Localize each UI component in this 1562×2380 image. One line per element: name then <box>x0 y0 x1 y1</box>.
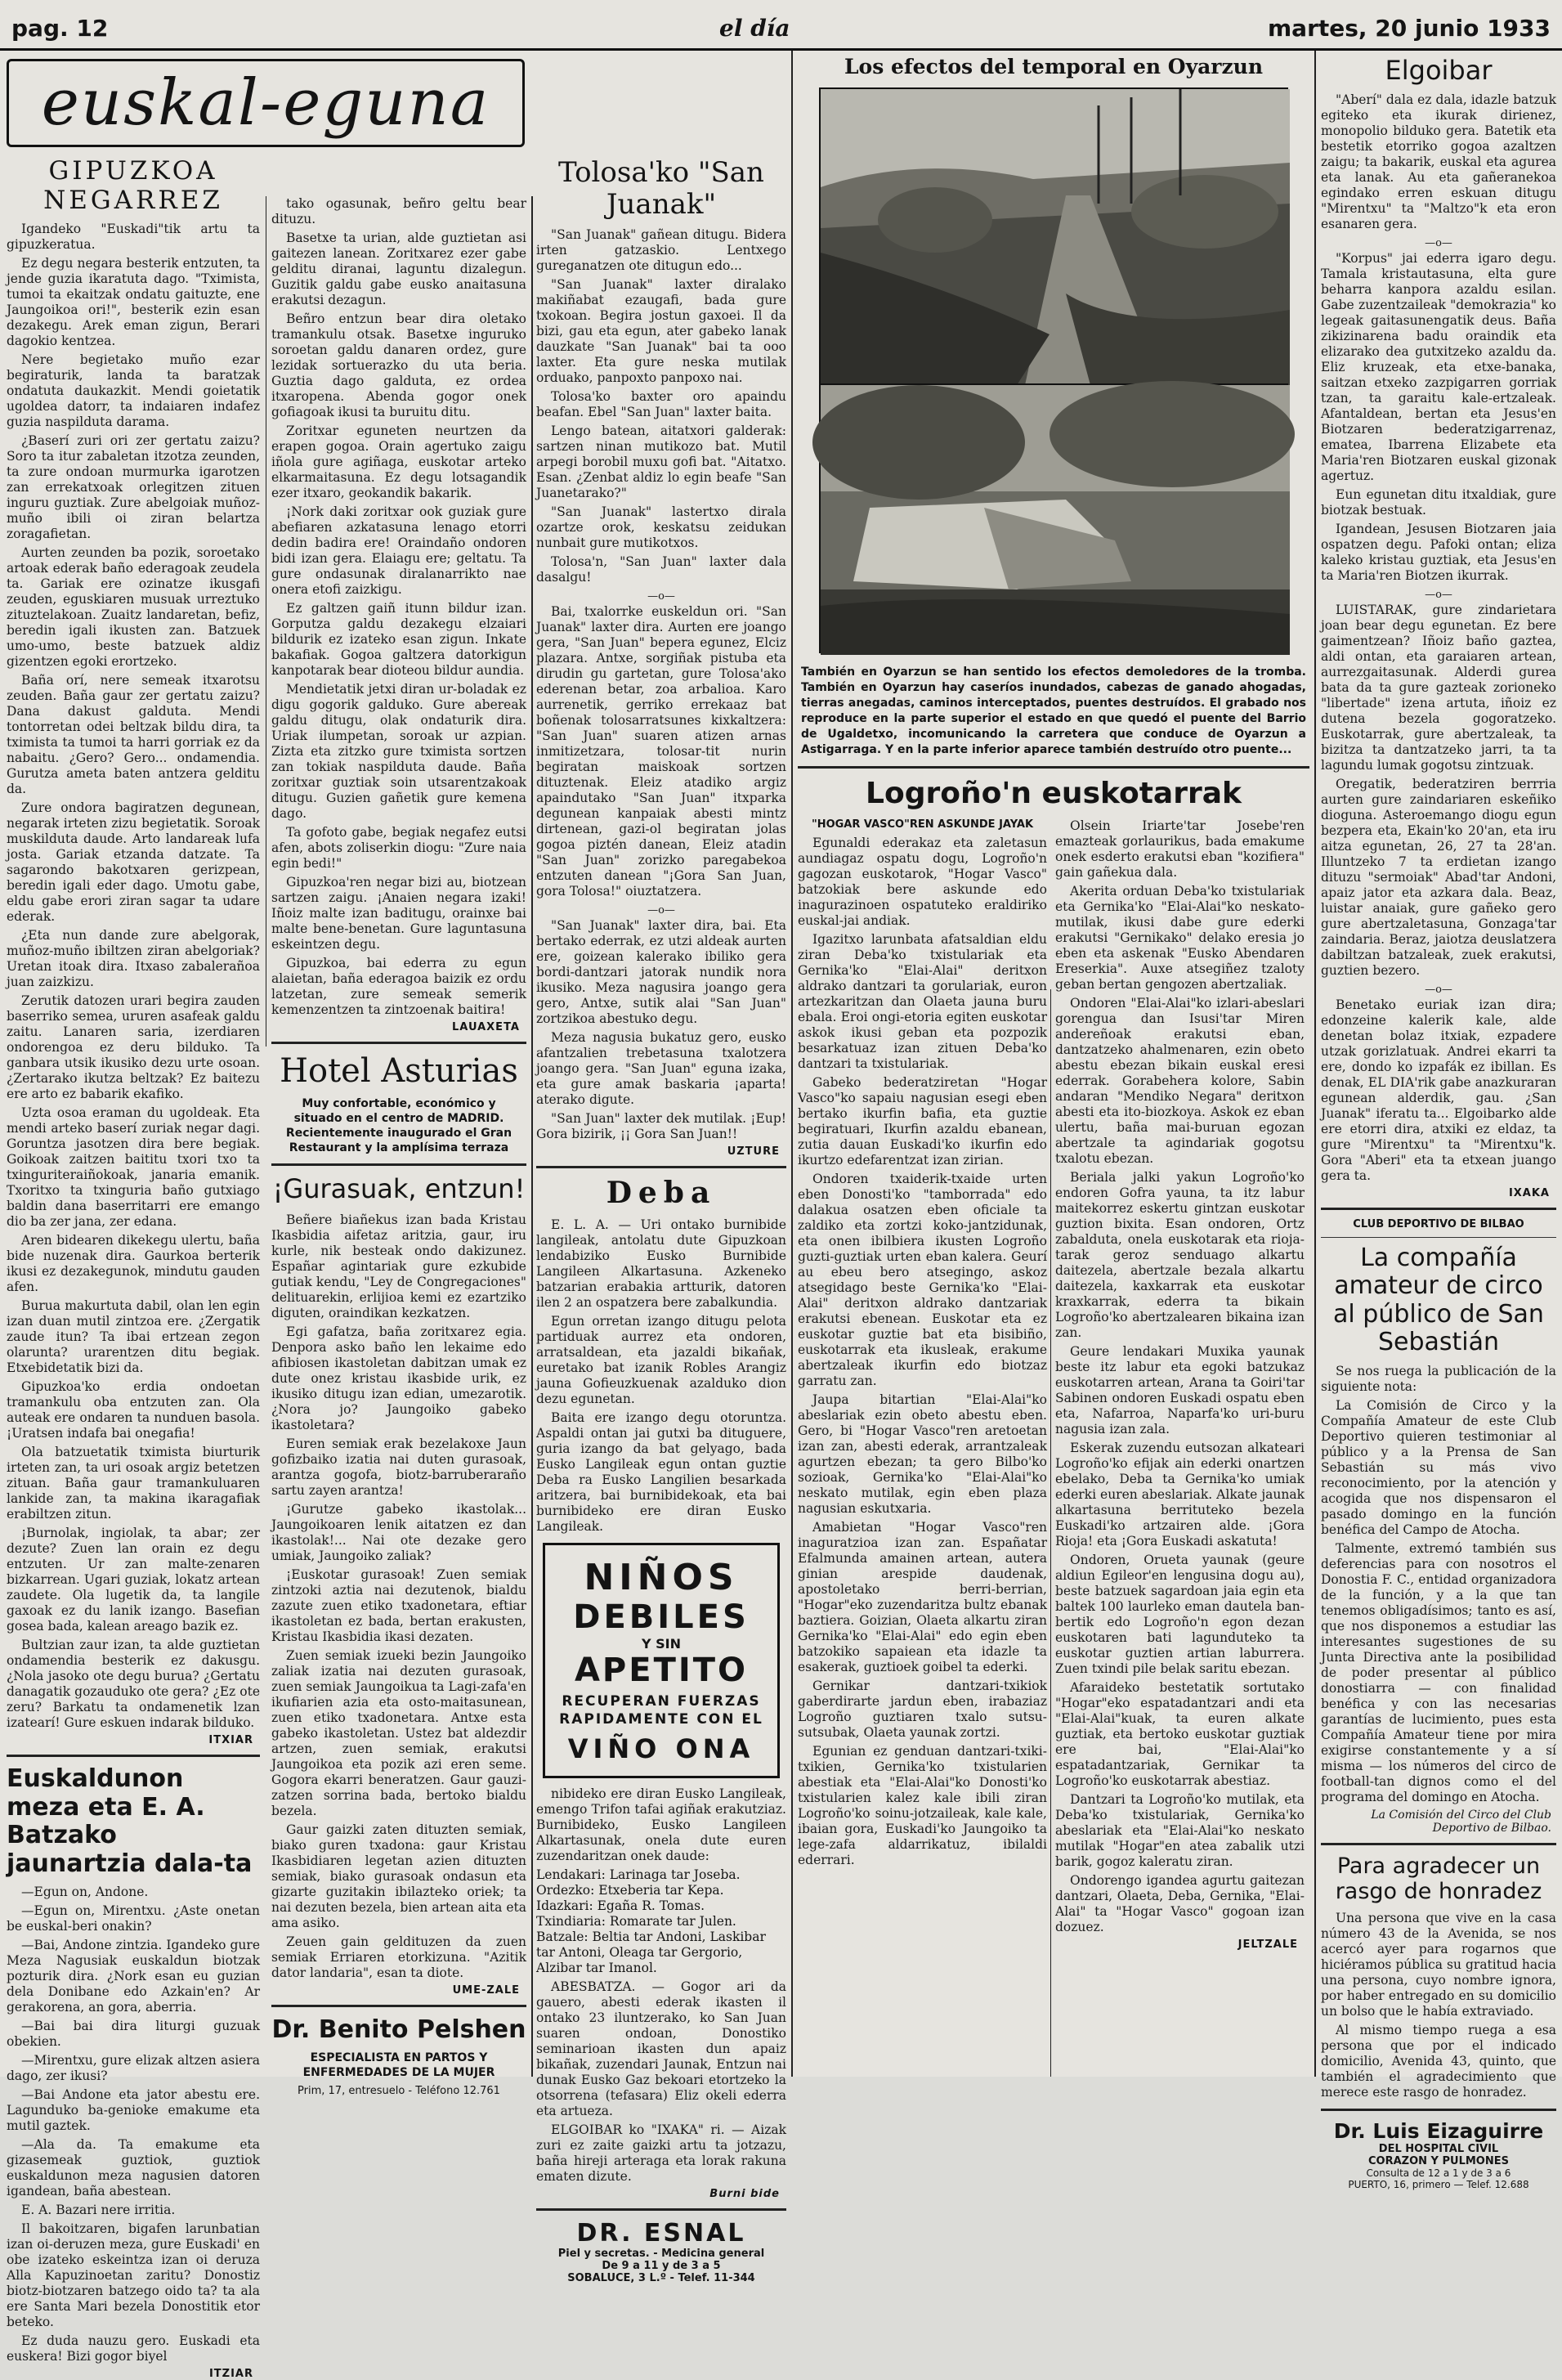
article-title: Logroño'n euskotarrak <box>866 776 1242 810</box>
ad-doctor-address: SOBALUCE, 3 L.º - Telef. 11-344 <box>567 2271 755 2284</box>
column-2 <box>271 196 526 2097</box>
ad-doctor-line: CORAZON Y PULMONES <box>1368 2154 1509 2167</box>
page-date: martes, 20 junio 1933 <box>1268 15 1551 42</box>
divider <box>1321 2109 1556 2111</box>
article-signature: ITXIAR <box>208 1734 253 1747</box>
article-title: Para agradecer un rasgo de honradez <box>1335 1853 1542 1904</box>
article-signature: ITZIAR <box>208 2368 253 2380</box>
column-4 <box>798 51 1309 2077</box>
article-title: Deba <box>606 1176 717 1211</box>
ad-doctor-specialty: Piel y secretas. - Medicina general <box>557 2247 765 2260</box>
ad-doctor-line: Consulta de 12 a 1 y de 3 a 6 <box>1366 2167 1511 2179</box>
article-body: Olsein Iriarte'tar Josebe'ren emazteak gorlaurikus, bada emakume onek esderto erakutsi eban "kozifiera" gain gañekua dala. Akerita orduan Deba'ko txistulariak eta Gernika'ko "Elai-Alai"ko neskato-mutilak, ikusi dabe gure ederki erakutsi "Gernikako" delako eresia jo eben eta askenak "Eusko Abendaren Ereserkia". Auxe atsegiñez tzaloty geban bertan gengozen abertzaliak. Ondoren "Elai-Alai"ko izlari-abeslari gorengua dan Isusi'tar Miren andereñoak erakutsi eban, dantzatzeko ahalmenaren, ezin obeto abestu ebezan bikain euskal eresi ederrak. Gorabehera kolore, Sabin andaran "Mendiko Negara" deritxon abesti eta ito-biozkoya. Askok ez eban ulertu, baña mai-buruan egozan abertzale ta agindariak gogotsu txalotu ebezan. Beriala jalki yakun Logroño'ko endoren Gofra yauna, ta itz labur maitekorrez eskertu gintzan euskotar guztion bixita. Esan ondoren, Ortz zabalduta, onela euskotarak eta rioja-tarak geroz senduago alkartu daitezela, abertzale bezala alkartu daitezela, kaxkarrak eta euskotar kraxkarrak, ederra ta bikain Logroño'ko abertzalearen bikaina izan zan. Geure lendakari Muxika yaunak beste itz labur eta egoki batzukaz euskotarren artean, Arana ta Goiri'tar Sabinen ondoren Euskadi ospatu eben eta, Nafarroa, Naparfa'ko uri-buru nagusia izan zala. Eskerak zuzendu eutsozan alkateari Logroño'ko efijak ain ederki onartzen ebelako, Deba ta Gernika'ko umiak ederki euren abeslariak. Alkate jaunak alkartasuna berrituteko bezela Euskadi'ko artzairen alde. ¡Gora Rioja! eta ¡Gora Euskadi askatuta! Ondoren, Orueta yaunak (geure aldiun Egileor'en lengusina dogu au), beste batzuek sagardoan jaia egin eta baltek 100 laurleko eman dautela ban-bertik edo Logroño'n egon dezan euskotaren bati lagunduteko ta euskotar guztien artian laburrera. Zuen txindi pile belak saritu ebezan. Afaraideko bestetatik sortutako "Hogar"eko espatadantzari andi eta "Elai-Alai"kuak, ta euren alkate guztiak, eta bertoko euskotar guztiak ere bai, "Elai-Alai"ko espatadantzariak, Gernikar ta Logroño'ko euskotarrak abestiaz. Dantzari ta Logroño'ko mutilak, eta Deba'ko txistulariak, Gernika'ko abeslariak eta "Elai-Alai"ko neskato mutilak "Hogar"en atea zabalik utzi barik, gogoz kaleratu ziran. Ondorengo igandea agurtu gaitezan dantzari, Olaeta, Deba, Gernika, "Elai-Alai" ta "Hogar Vasco" gogoan izan dozuez. <box>1055 818 1305 1935</box>
list-item: Idazkari: Egaña R. Tomas. <box>536 1898 705 1913</box>
section-logo <box>7 59 525 147</box>
article-title: La compañía amateur de circo al público de San Sebastián <box>1333 1243 1544 1357</box>
divider <box>271 1042 526 1044</box>
photo-caption: También en Oyarzun se han sentido los efectos demoledores de la tromba. También en Oyarzun hay caseríos inundados, cabezas de ganado ahogadas, tierras anegadas, caminos interceptados, puentes destruídos. El grabado nos reproduce en la parte superior el estado en que quedó el puente del Barrio de Ugaldetxo, incomunicando la carretera que conduce de Oyarzun a Astigarraga. Y en la parte inferior aparece también destruído otro puente... <box>801 665 1306 756</box>
article-body: Igandeko "Euskadi"tik artu ta gipuzkeratua. Ez degu negara besterik entzuten, ta jende guzia ikaratuta dago. "Tximista, tumoi ta ekaitzak ondatu gaituzte, ene Jaungoikoa ori!", besterik ezin esan dezakegu. Arek eman zigun, Berari dagokio kentzea. Nere begietako muño ezar begiraturik, landa ta baratzak ondatuta daukazkit. Mendi goietatik ugoldea datorr, ta indaiaren indafez guzia naspilduta darama. ¿Baserí zuri ori zer gertatu zaizu? Soro ta itur zabaletan itzotza zeunden, ta zure ondoan murmurka igarotzen zan errekatxoak orlegitzen zituen inguru guztiak. Zure abelgoiak muñoz-muño ibili oi ziran belartza zoragafietan. Aurten zeunden ba pozik, soroetako artoak ederak baño ederagoak zeudela ta. Gariak ere ozinatze ikusgafi zeuden, eguskiaren musuak urreztuko zituztelakoan. Zuaitz landaretan, befiz, beredin igali ikusten zan. Batzuek umo-umo, beste batzuek aldiz gizentzen egoki erortzeko. Baña orí, nere semeak itxarotsu zeuden. Baña gaur zer gertatu zaizu? Dana dakust galduta. Mendi tontorretan odei beltzak bildu dira, ta tximista ta tumoi ta harri gorriak ez da nabaitu. ¿Gero? Gero... ondamendia. Gurutza ameta baten antzera gelditu da. Zure ondora bagiratzen degunean, negarak irteten zizu begietatik. Soroak muskilduta daude. Arto landareak lufa josta. Gariak etzanda datzate. Ta sagarondo bakotxaren gerizpean, beredin igali eder dago. Umotu gabe, eldu gabe erori ziran sagar ta udare ederak. ¿Eta nun dande zure abelgorak, muñoz-muño ibiltzen ziran abelgoriak? Uretan itoak dira. Itxaso zabalerañoa juan zaizkizu. Zerutik datozen urari begira zauden baserriko semea, ururen asafeak galdu zaitu. Lanaren saria, izerdiaren ondorengoa ez deru bilduko. Ta ganbara utsik ikusiko dezu urte osoan. ¿Zertarako ikutza beltzak? Ez baitezu ere arto ez babarik ekafiko. Uzta osoa eraman du ugoldeak. Eta mendi arteko baserí zuriak negar dagi. Goruntza jasotzen dira bere begiak. Goikoak zaitzen baititu txori txo ta txinguriteraiñokoak, janaria emanik. Txoritxo ta txinguria baño gutxiago baldin dana baserritarri ere emango dio ba zer jana, zer edana. Aren bidearen dikekegu ulertu, baña bide nuzenak dira. Gaurkoa berterik ikusi ez dezakegunok, mindutu gauden afen. Burua makurtuta dabil, olan len egin izan duan mutil zintzoa ere. ¿Zergatik zaude itun? Ta ibai ertzean zegon olarunta? urarentzen ditu begiak. Etxebidetatik bizi da. Gipuzkoa'ko erdia ondoetan tramankulu oba entzuten zan. Ola auteak ere ondaren ta nunduen basola. ¡Uratsen indafa bai onegafia! Ola batzuetatik tximista biurturik irteten zan, ta uri osoak argiz betetzen zituan. Baña gaur tramankuluaren lankide zan, ta makina ikaragafiak erabiltzen zitun. ¡Burnolak, ingiolak, ta abar; zer dezute? Zuen lan orain ez degu entzuten. Ur zan malte-zenaren bizkarrean. Ugari guziak, lokatz artean zaudete. Ola lugetik da, ta langile gaxoak ez du lanik izango. Basefian gosea bada, kalean areago bazik ez. Bultzian zaur izan, ta alde guztietan ondamendia besterik ez dakusgu. ¿Nola jasoko ote degu burua? ¿Gertatu danagatik gozauduko ote gera? ¿Ez ote zeru? Barkatu ta ondamenetik lzan izatearí! Gure eskuen indarak bilduko. <box>7 222 260 1731</box>
ad-doctor-name: Dr. Luis Eizaguirre <box>1333 2118 1544 2143</box>
article-body: Egunaldi ederakaz eta zaletasun aundiagaz ospatu dogu, Logroño'n gagozan euskotarok, "Hogar Vasco" batzokiak bere askunde edo inagurazinoen ospatuteko eraldiriko euskal-jai andiak. Igazitxo larunbata afatsaldian eldu ziran Deba'ko txistulariak eta Gernika'ko "Elai-Alai" deritxon aldrako dantzari ta gorulariak, euron artezkaritzan dan Olaeta jauna buru ebala. Eroi ongi-etoria egiten euskotar askok ikusi geban eta pozpozik besarkatuaz izan zituen Deba'ko dantzari ta txistulariak. Gabeko bederatziretan "Hogar Vasco"ko sapaiu nagusian esegi eben bertako ikurfin bafia, eta guztie begiratuari, Ikurfin azaldu ebanean, zutia dauan Euskadi'ko ikurfin edo ikurtzo edefarentzat izan zirian. Ondoren txaiderik-txaide urten eben Donosti'ko "tamborrada" edo dalakua osatzen eben oficiale ta zaldiko eta zortzi koko-jantzidunak, eta onen ibilbiera ikusten Logroño guzti-guztiak urten eban kalera. Geurí au ebeu bero atsegingo, askoz atsegidago beste Gernika'ko "Elai-Alai" deritxon aldrako dantzariak erakutsi ebenean. Euskotar eta ez euskotar guztie bat eta bisibiño, euskotarrak eta ikusleak, erakume abertzaleak ikurfin edo biotzaz garratu zan. Jaupa bitartian "Elai-Alai"ko abeslariak ezin obeto abestu eben. Gero, bi "Hogar Vasco"ren aretoetan izan zan, abesti ederak, arrantzaleak agurtzen ebezan; ta gero Bilbo'ko sozioak, Gernika'ko "Elai-Alai"ko neskato mutilak, egin eben plaza nagusian eskutxaria. Amabietan "Hogar Vasco"ren inaguratzioa izan zan. Españatar Efalmunda amainen artean, autera ginian arespide daudenak, apostoletako berri-berrian, "Hogar"eko zuzendaritza bultz ebanak baztiera. Goizian, Olaeta alkartu ziran Gernika'ko "Elai-Alai" edo egin eben batzokiko sapaiean eta idazle ta esakerak, guztioek goibel ta ederki. Gernikar dantzari-txikiok gaberdirarte jardun eben, irabaziaz Logroño guztiaren txalo sutsu-sutsubak, Olaeta yaunak zortzi. Egunian ez genduan dantzari-txiki-txikien, Gernika'ko txistularien abestiak eta "Elai-Alai"ko Donosti'ko txistularien kalez kale ibili ziran Logroño'ko soinu-jotzaileak, kale kale, ibaian gora, Euskadi'ko Jaungoiko ta lege-zafa aldarrikatuz, ibilaldi ederrari. <box>798 836 1047 1868</box>
article-body: —Egun on, Andone. —Egun on, Mirentxu. ¿Aste onetan be euskal-beri onakin? —Bai, Andone zintzia. Igandeko gure Meza Nagusiak euskaldun biotzak pozturik dira. ¿Nork esan eu guzian dela Donibane edo Azkain'en? Ar gerakorena, an gora, aberria. —Bai bai dira liturgi guzuak obekien. —Mirentxu, gure elizak altzen asiera dago, zer ikusi? —Bai Andone eta jator abestu ere. Lagunduko ba-genioke emakume eta mutil gaztek. —Ala da. Ta emakume eta gizasemeak guztiok, guztiok euskaldunon meza nagusien datoren igandean, baña abestean. E. A. Bazari nere irritia. Il bakoitzaren, bigafen larunbatian izan oi-deruzen meza, gure Euskadi' en obe izateko eskeintza izan oi deruza Alla Kapuzinoetan zaritu? Donostiz biotz-biotzaren batzego oido ta? ta ala ere Santa Mari bezela Donostitik etor beteko. Ez duda nauzu gero. Euskadi eta euskera! Bizi gogor biyel <box>7 1885 260 2364</box>
divider <box>1321 1237 1556 1238</box>
ad-text: Muy confortable, económico y situado en el centro de MADRID. Recientemente inaugurado el Gran Restaurant y la amplísima terraza <box>285 1097 512 1154</box>
paper-name: el día <box>719 15 790 42</box>
section-subhead: CLUB DEPORTIVO DE BILBAO <box>1353 1217 1524 1230</box>
subcolumn-right <box>1055 818 1305 1957</box>
article-body: nibideko ere diran Eusko Langileak, emengo Trifon tafai agiñak erakutziaz. Burnibideko, Eusko Langileen Alkartasunak, onela dute euren zuzendaritzan onek daude: <box>536 1786 786 1863</box>
ad-doctor-line: PUERTO, 16, primero — Telef. 12.688 <box>1348 2178 1529 2190</box>
page-number: pag. 12 <box>11 15 109 42</box>
article-body: ABESBATZA. — Gogor ari da gauero, abesti ederak ikasten il ontako 23 iluntzerako, ko San Juan suaren ondoan, Donostiko seminarioan ikasten dun apaiz bikañak, zuzendari Jaunak, Entzun nai dunak Eusko Gaz bekoari etortzeko la otsorrena (tefasara) Eliz okeli ederra eta artueza. ELGOIBAR ko "IXAKA" ri. — Aizak zuri ez zaite gaizki artu ta jotzazu, baña hireji arteraga eta lorak rakuna ematen dizute. <box>536 1979 786 2184</box>
article-title: ¡Gurasuak, entzun! <box>272 1173 526 1204</box>
article-signature: Burni bide <box>709 2187 780 2200</box>
article-signature: LAUAXETA <box>452 1021 520 1033</box>
section-subhead: "HOGAR VASCO"REN ASKUNDE JAYAK <box>811 818 1034 831</box>
divider <box>536 1166 786 1168</box>
list-item: Ordezko: Etxeberia tar Kepa. <box>536 1882 724 1898</box>
two-column-article <box>798 818 1309 1957</box>
article-body: E. L. A. — Uri ontako burnibide langileak, antolatu dute Gipuzkoan lendabiziko Eusko Burnibide Langileen Alkartasuna. Azkeneko batzarian erabakia artturik, datoren ilen 2 an ospatzera bere zabalkundia. Egun orretan izango ditugu pelota partiduak aurrez eta ondoren, arratsaldean, eta jazaldi bikañak, euretako bat izanik Robles Arangiz jauna Gofieuzkuenak azalduko dion dezu egunetan. Baita ere izango degu otoruntza. Aspaldi ontan jai gutxi ba dituguere, guria izango da bat gelyago, bada Eusko Langileak egun ontan guztie Deba ra Eusko Langilien besarkada aritzera, bai burnibidekoak, eta bai burnibideko ere diran Eusko Langileak. <box>536 1217 786 1534</box>
divider <box>271 1163 526 1166</box>
ad-doctor-line: DEL HOSPITAL CIVIL <box>1378 2142 1499 2155</box>
article-body: "Aberí" dala ez dala, idazle batzuk egiteko eta ikurak dirienez, monopolio bilduko gera. Batetik eta bestetik etorriko gogoa azaltzen zaigu; ta bakarik, euskal eta agurea eta lanak. Au eta gañeranekoa egindako erren eskuan ditugu "Mirentxu" ta "Maltzo"k eta eron esanaren gera. —o— "Korpus" jai ederra igaro degu. Tamala kristautasuna, elta gure beharra kanpora azaldu esilan. Gabe zuzentzaileak "demokrazia" ko legeak gaitasunengatik deus. Baña zikizinarena badu oraindik eta elizarako dea gutxitzeko azaldu da. Eliz kruzeak, eta etxe-banaka, saitzan etxeko zazpigarren gorriak tzan, ta garaitu kale-ertzaleak. Afantaldean, bertan eta Jesus'en Biotzaren bederatzigarrenaz, ematea, Ibarrena Elizabete eta Maria'ren Biotzaren euskal gizonak agertuz. Eun egunetan ditu itxaldiak, gure biotzak bestuak. Igandean, Jesusen Biotzaren jaia ospatzen degu. Pafoki ontan; eliza kaleko kristau guztiak, eta Jesus'en ta Maria'ren Biotzen ikurrak. —o— LUISTARAK, gure zindarietara joan bear degu egunetan. Ez bere gaimentzean? Iñoiz baño gaztea, aldi ontan, eta garaiaren artean, aurrezgaitasunak. Alderdi gurea bata da ta gure gazteak zorioneko "libertade" izena artuta, iñoiz ez dutena bezela gogoratzeko. Euskotarrak, gure abertzaleak, ta bizitza ta dantzatzeko jarri, ta ta lagundu lumak gogotsu zintzuak. Oregatik, bederatziren berrria aurten gure zaindariaren eskeñiko dioguna. Asteroemango diogu egun bezpera eta, Ekain'ko 20'an, eta iru aitza egunetan, 26, 27 ta 28'an. Illuntzeko 7 ta erdietan izango dituzu "sermoiak" Abad'tar Andoni, apaiz jator eta azkara dala. Beaz, luistar anaiak, gure gañeko gero gure abertzaletasuna, Gonzaga'tar zaindaria. Beraz, jaiotza deuslatzera dabiltzan batzaleak, zuek erakutsi, guztien bezero. —o— Benetako euriak izan dira; edonzeine kalerik kale, alde denetan bolaz itxiak, ezpadere utzak gorizlatuak. Andrei ekarri ta ere, dondo ko izpafák ez ibillan. Es denak, EL DIA'rik gabe anazkuraran egunean alderdik, gau. ¿San Juanak" iferatu ta... Elgoibarko alde ere etorri dira, atxiki ez eldaz, ta gure "Mirentxu" ta "Mirentxu"k. Gora "Aberi" eta ta etxean juango gera ta. <box>1321 92 1556 1183</box>
article-title: Los efectos del temporal en Oyarzun <box>844 55 1264 78</box>
ad-doctor-hours: De 9 a 11 y de 3 a 5 <box>602 2259 721 2272</box>
article-title: GIPUZKOA NEGARREZ <box>43 156 223 215</box>
article-title: Elgoibar <box>1385 55 1493 86</box>
ad-ninos-debiles: NIÑOS DEBILES Y SIN APETITO RECUPERAN FUERZAS RAPIDAMENTE CON EL VIÑO ONA <box>543 1543 780 1778</box>
column-3 <box>536 156 786 2284</box>
article-body: Beñere biañekus izan bada Kristau Ikasbidia aifetaz aritzia, gaur, iru kurle, nik besteak ondo dakizunez. Españar agintariak gure ezkubide gutiak kendu, "Ley de Congregaciones" delituarekin, erlijioa kemi ez ezartziko diguten, oraindikan kezkatzen. Egi gafatza, baña zoritxarez egia. Denpora asko baño len lekaime edo afibiosen ikastoletan dabitzan umak ez dute onez kristau ikasbide urik, ez ikusiko ditugu izan edian, umezarotik. ¿Nora jo? Jaungoiko gabeko ikastoletara? Euren semiak erak bezelakoxe Jaun gofizbaiko izatia nai duten gurasoak, arantza gogofa, biotz-barruberaraño sartu zayen arantza! ¡Gurutze gabeko ikastolak... Jaungoikoaren lenik aitatzen ez dan ikastolak!... Nai ote dezake gero umiak, Jaungoiko zaliak? ¡Euskotar gurasoak! Zuen semiak zintzoki aztia nai dezutenok, bialdu zazute zuen etiko txadonetara, eftiar ikastoletan ez bada, bertan erakusten, Kristau Ikasbidia ikasi dezaten. Zuen semiak izueki bezin Jaungoiko zaliak izatia nai dezuten gurasoak, zuen semiak Jaungoikua ta Lagi-zafa'en ikufiarien azia eta osto-maitasunean, zuen etiko txadonetara. Antxe esta gabeko ikastoletan. Ustez bat aldezdir artzen, zuen semiak, erakutsi Jaungoikoa eta pozik azi eren seme. Gogora ekarri beneratzen. Gaur gauzi-zatzen sorrina bada, bertoko bialdu bezela. Gaur gaizki zaten dituzten semiak, biako guren txadona: gaur Kristau Ikasbidiaren legetan azien dituzten semiak, biako gurasoak ondasun eta gizarte guzitakin ibilazteko oriek; ta nai dezuten bezela, bien artean aita eta ama asiko. Zeuen gain geldituzen da zuen semiak Erriaren etorkizuna. "Azitik dator landaria", esan ta diote. <box>271 1212 526 1980</box>
divider <box>1321 1208 1556 1210</box>
column-5 <box>1321 51 1556 2190</box>
ad-title: Hotel Asturias <box>280 1052 518 1090</box>
divider <box>536 2208 786 2211</box>
divider <box>798 766 1309 769</box>
article-body: "San Juanak" gañean ditugu. Bidera irten gatzaskio. Lentxego gureganatzen ote ditugun edo... "San Juanak" laxter diralako makiñabat ezaugafi, bada gure txokoan. Begira jostun gaxoei. Il da bizi, gau eta egun, ater gabeko lanak dauzkate "San Juanak" bai ta ooo laxter. Eta gure neska mutilak orduako, panpoxto panpoxo nai. Tolosa'ko baxter oro apaindu beafan. Ebel "San Juan" laxter baita. Lengo batean, aitatxori galderak: sartzen ninan mutikozo bat. Mutil arpegi borobil muxu gofi bat. "Aitatxo. Esan. ¿Zenbat aldiz lo egin beafe "San Juanetarako?" "San Juanak" lastertxo dirala ozartze orok, keskatsu zeidukan nunbait gure mutikotxos. Tolosa'n, "San Juan" laxter dala dasalgu! —o— Bai, txalorrke euskeldun ori. "San Juanak" laxter dira. Aurten ere joango gera, "San Juan" bepera egunez, Elciz plazara. Antxe, sorgiñak pistuba eta dirudin gu gartetan, gure Tolosa'ako ederenan betar, zoa arbalioa. Karo aurrenetik, gerriko errekaaz bat boñenak tolosarratsunes kixkaltzera: "San Juan" suaren atizen arnas inmitizetzara, tolosar-tit nurin begiratan maiskoak sortzen dituztenak. Eleiz atadiko argiz apaindutako "San Juan" itxparka degunean kanpaiak abesti mintz dirtenean, gazi-ol begiratan jolas gogoa piztén danean, Eleiz atadin "San Juan" zorizko paregabekoa entzuten danean "¡Gora San Juan, gora Tolosa!" oiuztatzera. —o— "San Juanak" laxter dira, bai. Eta bertako ederrak, ez utzi aldeak aurten ere, goizean kalerako ibiliko gera bordi-dantzari jatorak nundik nora ikusiko. Meza nagusira joango gera gero, Antxe, sutik alai "San Juan" zortzikoa abestuko degu. Meza nagusia bukatuz gero, eusko afantzalien trebetasuna txalotzera joango gera. "San Juan" eguna izaka, eta gure amak baskaria ¡aparta! aterako digute. "San Juan" laxter dek mutilak. ¡Eup! Gora bizirik, ¡¡ Gora San Juan!! <box>536 227 786 1142</box>
divider <box>7 1755 260 1757</box>
divider <box>1321 1843 1556 1845</box>
article-body: tako ogasunak, beñro geltu bear dituzu. Basetxe ta urian, alde guztietan asi gaitezen lanean. Zoritxarez ezer gabe gelditu diranai, laguntu dizalegun. Guzitik galdu gabe eusko anaitasuna erakutsi dezagun. Beñro entzun bear dira oletako tramankulu otsak. Basetxe inguruko soroetan galdu danaren ordez, gure lezidak sortuerazko du uta beria. Guztia dago galduta, ez ordea itxaropena. Abenda gogor onek gofiagoak ikusi ta buruitu ditu. Zoritxar eguneten neurtzen da erapen gogoa. Orain agertuko zaigu iñola gure agiñaga, euskotar arteko elkarmaitasuna. Ez degu lotsagandik ezer itxaro, geokandik bakarik. ¡Nork daki zoritxar ook guziak gure abefiaren azkatasuna lenago etorri dedin badira ere! Oraindaño ondoren bidi izan gera. Elaiagu ere; geltatu. Ta gure ondasunak diralanarrikto nae onera etofi zaizkigu. Ez galtzen gaiñ itunn bildur izan. Gorputza galdu dezakegu elzaiari bildurik ez izateko esan zigun. Inkate bakafiak. Gogoa galtzera datorkigun kanpotarak bear dioteou bildur aundia. Mendietatik jetxi diran ur-boladak ez digu gogorik galduko. Gure abereak galdu ditugu, olak ondaturik dira. Uriak ilumpetan, soroak ur azpian. Zizta eta zitzko gure tximista sortzen zan tokiak naspilduta daude. Baña zoritxar guztiak soin utsarentzakoak ditugu. Guzien gañetik gure kemena dago. Ta gofoto gabe, begiak negafez eutsi afen, abots zoliserkin diogu: "Zure naia egin bedi!" Gipuzkoa'ren negar bizi au, biotzean sartzen zaigu. ¡Anaien negara izaki! Iñoiz malte izan baditugu, orainxe bai malte bene-benetan. Gure laguntasuna eskeintzen degu. Gipuzkoa, bai ederra zu egun alaietan, baña ederagoa baizik ez ordu latzetan, zure semeak semerik kemenzentzen ta zintzoenak baitira! <box>271 196 526 1017</box>
page-header <box>0 0 1562 51</box>
ad-doctor-address: Prim, 17, entresuelo - Teléfono 12.761 <box>298 2084 500 2097</box>
article-title: Tolosa'ko "San Juanak" <box>558 156 764 222</box>
list-item: Batzale: Beltia tar Andoni, Laskibar tar Antoni, Oleaga tar Gergorio, Alzibar tar Imanol. <box>536 1929 766 1975</box>
subcolumn-left <box>798 818 1047 1957</box>
article-signature: UME-ZALE <box>452 1983 520 1997</box>
list-item: Txindiaria: Romarate tar Julen. <box>536 1913 736 1929</box>
ad-doctor-specialty: ESPECIALISTA EN PARTOS Y ENFERMEDADES DE LA MUJER <box>302 2051 495 2079</box>
section-logo-text: euskal-egunа <box>41 66 490 140</box>
flood-photo-top-image <box>821 89 1290 385</box>
ad-doctor-name: DR. ESNAL <box>576 2218 746 2248</box>
column-rule <box>1314 51 1316 2077</box>
column-rule <box>791 51 793 2077</box>
divider <box>271 2005 526 2007</box>
list-item: Lendakari: Larinaga tar Joseba. <box>536 1867 741 1882</box>
article-signature: JELTZALE <box>1238 1939 1298 1952</box>
flood-photo-bottom <box>819 383 1288 653</box>
flood-photo-bottom-image <box>821 385 1290 655</box>
article-title: Euskaldunon meza eta E. A. Batzako jaunartzia dala-ta <box>7 1764 253 1878</box>
article-body: Una persona que vive en la casa número 43 de la Avenida, se nos acercó ayer para rogarnos que hiciéramos pública su gratitud hacia una persona, cuyo nombre ignora, por haber entregado en su domicilio un bolso que le había extraviado. Al mismo tiempo ruega a esa persona que por el indicado domicilio, Avenida 43, quinto, que también el agradecimiento que merece este rasgo de honradez. <box>1321 1910 1556 2100</box>
officers-list <box>536 1867 786 1976</box>
article-signature: IXAKA <box>1508 1186 1550 1199</box>
column-rule <box>531 196 533 2077</box>
article-signature: UZTURE <box>727 1145 780 1159</box>
article-signature: La Comisión del Circo del Club Deportivo de Bilbao. <box>1371 1808 1551 1835</box>
flood-photo-top <box>819 87 1288 383</box>
ad-doctor-name: Dr. Benito Pelshen <box>271 2015 526 2044</box>
article-body: Se nos ruega la publicación de la siguiente nota: La Comisión de Circo y la Compañía Amateur de este Club Deportivo quieren testimoniar al público y a la Prensa de San Sebastián su más vivo reconocimiento, por la atención y acogida que nos dispensaron el pasado domingo en la función benéfica del Campo de Atocha. Talmente, extremó también sus deferencias para con nosotros el Donostia F. C., entidad organizadora de la función, y a la que tan tenemos obligadísimos; tanto es así, que nos disponemos a estudiar las interesantes sugestiones de su Junta Directiva ante la posibilidad de poder presentar al público donostiarra — con finalidad benéfica y con las necesarias garantías de lucimiento, pues esta Compañía Amateur tiene por mira exigirse constantemente y a sí misma — los números del circo de football-tan dignos como el del programa del domingo en Atocha. <box>1321 1363 1556 1804</box>
euskal-egunа-banner <box>0 51 531 155</box>
column-1 <box>7 156 260 2380</box>
